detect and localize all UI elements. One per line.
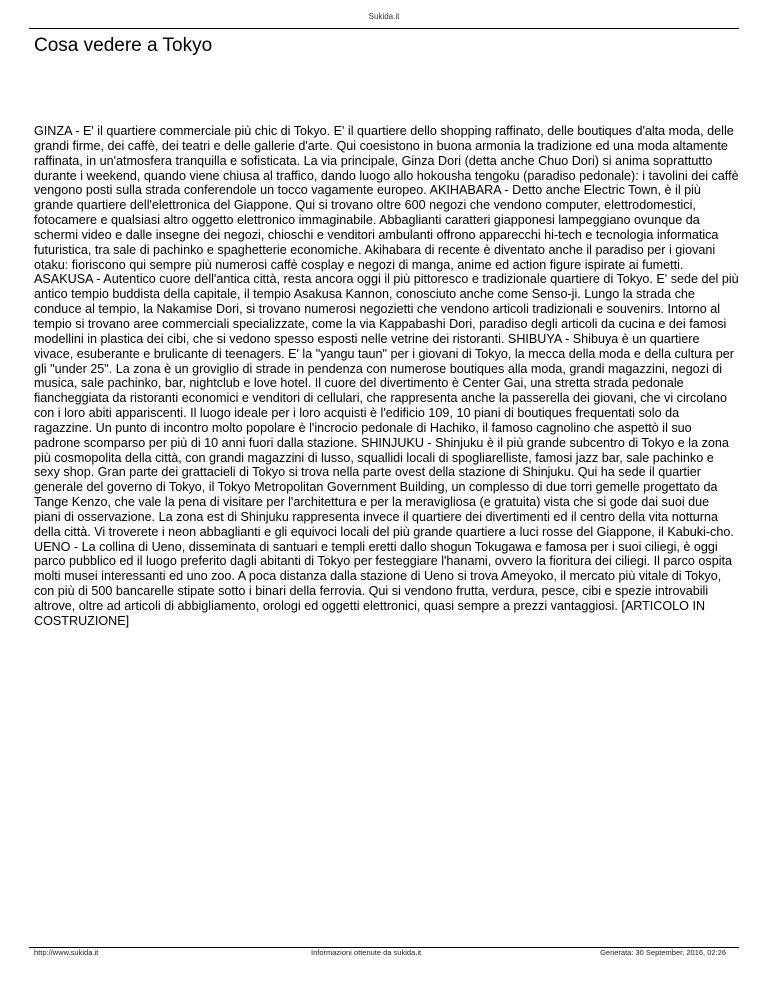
footer-generated-date: Generata: 30 September, 2016, 02:26: [600, 948, 726, 957]
footer-url: http://www.sukida.it: [34, 948, 99, 957]
header-divider: [29, 28, 739, 29]
article-body: GINZA - E' il quartiere commerciale più chic di Tokyo. E' il quartiere dello shopping raffinato, delle boutiques d'alta moda, delle grandi firme, dei caffè, dei teatri e delle gallerie d'arte. Qui coesistono in buona armonia la tradizione ed una moda altamente raffinata, in un'atmosfera tranquilla e sofisticata. La via principale, Ginza Dori (detta anche Chuo Dori) si anima soprattutto durante i weekend, quando viene chiusa al traffico, dando luogo allo hokousha tengoku (paradiso pedonale): i tavolini dei caffè vengono posti sulla strada conferendole un tocco vagamente europeo. AKIHABARA - Detto anche Electric Town, è il più grande quartiere dell'elettronica del Giappone. Qui si trovano oltre 600 negozi che vendono computer, elettrodomestici, fotocamere e qualsiasi altro oggetto elettronico immaginabile. Abbaglianti caratteri giapponesi lampeggiano ovunque da schermi video e dalle insegne dei negozi, chioschi e venditori ambulanti offrono apparecchi hi-tech e tecnologia informatica futuristica, tra sale di pachinko e spaghetterie economiche. Akihabara di recente è diventato anche il paradiso per i giovani otaku: fioriscono qui sempre più numerosi caffè cosplay e negozi di manga, anime ed action figure ispirate ai fumetti. ASAKUSA - Autentico cuore dell'antica città, resta ancora oggi il più pittoresco e tradizionale quartiere di Tokyo. E' sede del più antico tempio buddista della capitale, il tempio Asakusa Kannon, conosciuto anche come Senso-ji. Lungo la strada che conduce al tempio, la Nakamise Dori, si trovano numerosi negozietti che vendono articoli tradizionali e souvenirs. Intorno al tempio si trovano aree commerciali specializzate, come la via Kappabashi Dori, paradiso degli articoli da cucina e dei famosi modellini in plastica dei cibi, che si vedono spesso esposti nelle vetrine dei ristoranti. SHIBUYA - Shibuya è un quartiere vivace, esuberante e brulicante di teenagers. E' la "yangu taun" per i giovani di Tokyo, la mecca della moda e della cultura per gli "under 25". La zona è un groviglio di strade in pendenza con numerose boutiques alla moda, grandi magazzini, negozi di musica, sale pachinko, bar, nightclub e love hotel. Il cuore del divertimento è Center Gai, una stretta strada pedonale fiancheggiata da ristoranti economici e venditori di cellulari, che rappresenta anche la passerella dei giovani, che vi circolano con i loro abiti appariscenti. Il luogo ideale per i loro acquisti è l'edificio 109, 10 piani di boutiques frequentati solo da ragazzine. Un punto di incontro molto popolare è l'incrocio pedonale di Hachiko, il famoso cagnolino che aspettò il suo padrone scomparso per più di 10 anni fuori dalla stazione. SHINJUKU - Shinjuku è il più grande subcentro di Tokyo e la zona più cosmopolita della città, con grandi magazzini di lusso, squallidi locali di spogliarelliste, famosi jazz bar, sale pachinko e sexy shop. Gran parte dei grattacieli di Tokyo si trova nella parte ovest della stazione di Shinjuku. Qui ha sede il quartier generale del governo di Tokyo, il Tokyo Metropolitan Government Building, un complesso di due torri gemelle progettato da Tange Kenzo, che vale la pena di visitare per l'architettura e per la meravigliosa (e gratuita) vista che si gode dai suoi due piani di osservazione. La zona est di Shinjuku rappresenta invece il quartiere dei divertimenti ed il centro della vita notturna della città. Vi troverete i neon abbaglianti e gli equivoci locali del più grande quartiere a luci rosse del Giappone, il Kabuki-cho. UENO - La collina di Ueno, disseminata di santuari e templi eretti dallo shogun Tokugawa e famosa per i suoi ciliegi, è oggi parco pubblico ed il luogo preferito dagli abitanti di Tokyo per festeggiare l'hanami, ovvero la fioritura dei ciliegi. Il parco ospita molti musei interessanti ed uno zoo. A poca distanza dalla stazione di Ueno si trova Ameyoko, il mercato più vitale di Tokyo, con più di 500 bancarelle stipate sotto i binari della ferrovia. Qui si vendono frutta, verdura, pesce, cibi e spezie introvabili altrove, oltre ad articoli di abbigliamento, orologi ed oggetti elettronici, quasi sempre a prezzi vantaggiosi. [ARTICOLO IN COSTRUZIONE]: [34, 124, 739, 628]
footer-source: Informazioni ottenute da sukida.it: [311, 948, 422, 957]
site-header: Sukida.it: [368, 12, 400, 21]
page-title: Cosa vedere a Tokyo: [34, 35, 213, 56]
